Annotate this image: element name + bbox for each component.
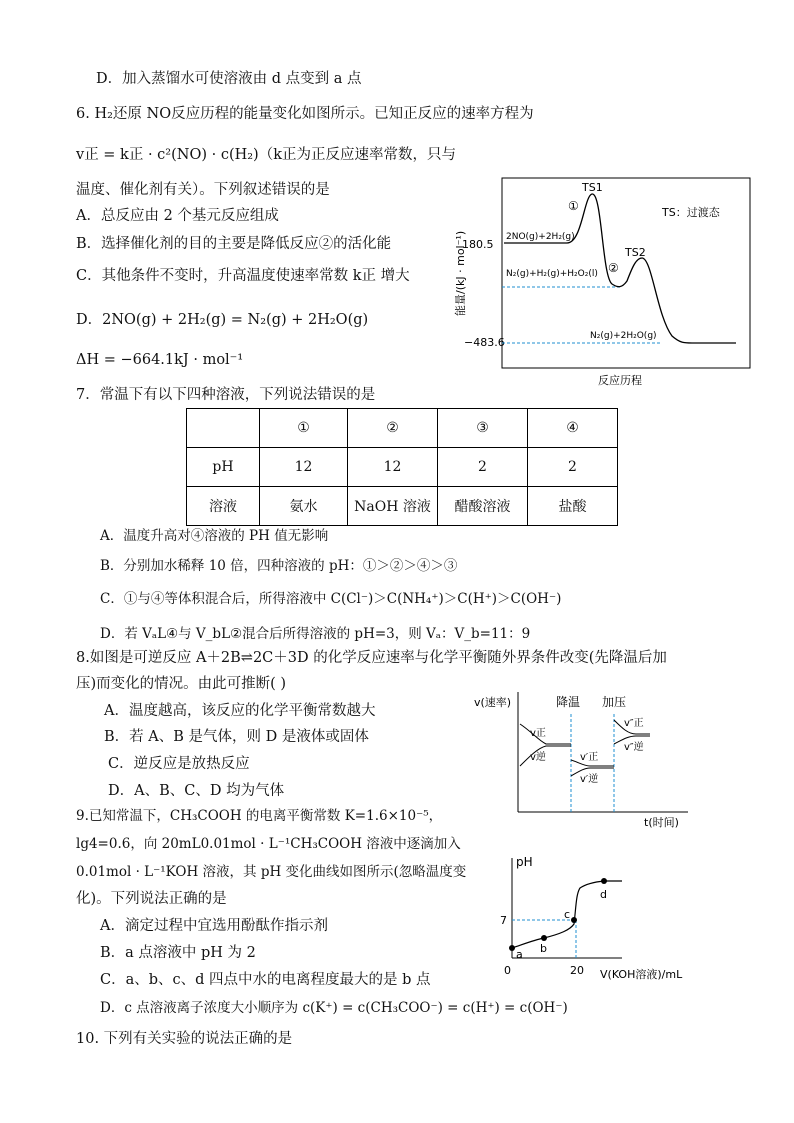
titration-tick-0: 0 bbox=[504, 964, 511, 977]
titration-label-c: c bbox=[564, 908, 571, 921]
q9-option-c: C．a、b、c、d 四点中水的电离程度最大的是 b 点 bbox=[100, 972, 431, 988]
rate-fwd-label: v正 bbox=[530, 728, 546, 739]
q7-table-header-row bbox=[187, 409, 618, 448]
q8-option-b: B．若 A、B 是气体，则 D 是液体或固体 bbox=[104, 729, 369, 745]
q7-solution-table bbox=[186, 408, 618, 526]
q6-option-d: D．2NO(g) + 2H₂(g) = N₂(g) + 2H₂O(g) bbox=[76, 312, 369, 328]
q9-stem: 9.已知常温下，CH₃COOH 的电离平衡常数 K=1.6×10⁻⁵， bbox=[76, 808, 443, 824]
rate-pressure-label: 加压 bbox=[602, 695, 627, 709]
titration-label-b: b bbox=[540, 942, 547, 955]
q8-option-c: C．逆反应是放热反应 bbox=[108, 756, 250, 772]
rate-rev3-label: v″逆 bbox=[624, 742, 644, 753]
q9-stem-cont1: lg4=0.6，向 20mL0.01mol · L⁻¹CH₃COOH 溶液中逐滴加入 bbox=[76, 836, 461, 852]
titration-tick-7: 7 bbox=[500, 914, 507, 927]
q7-table-cell: 12 bbox=[260, 448, 348, 487]
titration-y-label: pH bbox=[516, 855, 533, 869]
rate-cooling-label: 降温 bbox=[556, 695, 581, 709]
q7-header-cell: ③ bbox=[438, 409, 528, 448]
q7-header-cell: ④ bbox=[528, 409, 618, 448]
titration-point-d bbox=[601, 878, 607, 884]
rate-time-diagram bbox=[474, 684, 700, 830]
q6-option-d-enthalpy: ΔH = −664.1kJ · mol⁻¹ bbox=[76, 352, 244, 368]
energy-tick-top: 180.5 bbox=[462, 238, 494, 251]
q7-table-cell: 氨水 bbox=[260, 487, 348, 526]
titration-x-label: V(KOH溶液)/mL bbox=[600, 968, 683, 980]
q7-table-solution-row bbox=[187, 487, 618, 526]
energy-ts1-label: TS1 bbox=[582, 181, 603, 194]
q7-table-cell: 盐酸 bbox=[528, 487, 618, 526]
q7-table-cell: 12 bbox=[348, 448, 438, 487]
titration-point-b bbox=[541, 935, 547, 941]
energy-diagram bbox=[452, 176, 752, 394]
energy-step2-label: ② bbox=[608, 261, 619, 275]
energy-ts2-label: TS2 bbox=[625, 246, 646, 259]
energy-tick-bottom: −483.6 bbox=[464, 336, 505, 349]
q8-stem: 8.如图是可逆反应 A＋2B⇌2C＋3D 的化学反应速率与化学平衡随外界条件改变(先降温后加 bbox=[76, 650, 667, 666]
titration-point-c bbox=[571, 917, 577, 923]
q7-table-cell: 溶液 bbox=[187, 487, 260, 526]
q10-stem: 10. 下列有关实验的说法正确的是 bbox=[76, 1031, 293, 1047]
titration-label-a: a bbox=[516, 948, 523, 961]
q8-option-a: A．温度越高，该反应的化学平衡常数越大 bbox=[104, 703, 376, 719]
titration-tick-20: 20 bbox=[570, 964, 584, 977]
q9-stem-cont2: 0.01mol · L⁻¹KOH 溶液，其 pH 变化曲线如图所示(忽略温度变 bbox=[76, 864, 467, 880]
q6-rate-equation: v正 = k正 · c²(NO) · c(H₂)（k正为正反应速率常数，只与 bbox=[76, 147, 457, 163]
q7-option-b: B．分别加水稀释 10 倍，四种溶液的 pH：①＞②＞④＞③ bbox=[100, 558, 458, 574]
energy-state-intermediate: N₂(g)+H₂(g)+H₂O₂(l) bbox=[506, 269, 598, 279]
q7-table-cell: 2 bbox=[438, 448, 528, 487]
q9-option-b: B．a 点溶液中 pH 为 2 bbox=[100, 945, 256, 961]
q7-header-cell: ① bbox=[260, 409, 348, 448]
q6-option-c: C．其他条件不变时，升高温度使速率常数 k正 增大 bbox=[76, 268, 410, 284]
q6-option-a: A．总反应由 2 个基元反应组成 bbox=[76, 208, 279, 224]
q7-table-ph-row bbox=[187, 448, 618, 487]
q6-option-b: B．选择催化剂的目的主要是降低反应②的活化能 bbox=[76, 236, 392, 252]
q6-stem-cont: 温度、催化剂有关）。下列叙述错误的是 bbox=[76, 182, 330, 198]
q6-stem: 6. H₂还原 NO反应历程的能量变化如图所示。已知正反应的速率方程为 bbox=[76, 106, 534, 122]
q9-option-d: D．c 点溶液离子浓度大小顺序为 c(K⁺) = c(CH₃COO⁻) = c(H⁺) = c(OH⁻) bbox=[100, 1000, 568, 1016]
q8-option-d: D．A、B、C、D 均为气体 bbox=[108, 783, 285, 799]
q7-table-cell: 2 bbox=[528, 448, 618, 487]
q7-table-cell: NaOH 溶液 bbox=[348, 487, 438, 526]
q7-header-cell: ② bbox=[348, 409, 438, 448]
energy-step1-label: ① bbox=[568, 199, 579, 213]
energy-legend: TS：过渡态 bbox=[662, 206, 720, 219]
rate-y-label: v(速率) bbox=[474, 696, 512, 709]
q5-option-d: D．加入蒸馏水可使溶液由 d 点变到 a 点 bbox=[96, 71, 362, 87]
rate-fwd3-label: v″正 bbox=[624, 718, 644, 729]
q7-table-cell: pH bbox=[187, 448, 260, 487]
q9-stem-cont3: 化)。下列说法正确的是 bbox=[76, 891, 227, 907]
q8-stem-cont: 压)而变化的情况。由此可推断( ) bbox=[76, 676, 287, 692]
titration-label-d: d bbox=[600, 888, 607, 901]
q9-option-a: A．滴定过程中宜选用酚酞作指示剂 bbox=[100, 918, 328, 934]
rate-fwd2-label: v′正 bbox=[580, 752, 599, 763]
q7-stem: 7．常温下有以下四种溶液，下列说法错误的是 bbox=[76, 387, 376, 403]
rate-rev-label: v逆 bbox=[530, 752, 546, 763]
energy-state-products: N₂(g)+2H₂O(g) bbox=[590, 331, 657, 341]
rate-x-label: t(时间) bbox=[644, 816, 679, 829]
titration-point-a bbox=[509, 945, 515, 951]
energy-axis-label: 能量/(kJ · mol⁻¹) bbox=[454, 230, 467, 316]
q7-option-c: C．①与④等体积混合后，所得溶液中 C(Cl⁻)＞C(NH₄⁺)＞C(H⁺)＞C(OH⁻) bbox=[100, 591, 562, 607]
q7-header-cell bbox=[187, 409, 260, 448]
titration-curve bbox=[494, 848, 694, 980]
energy-state-reactants: 2NO(g)+2H₂(g) bbox=[506, 232, 575, 242]
energy-x-label: 反应历程 bbox=[598, 374, 642, 387]
q7-table-cell: 醋酸溶液 bbox=[438, 487, 528, 526]
rate-rev2-label: v′逆 bbox=[580, 774, 599, 785]
q7-option-d: D．若 VₐL④与 V_bL②混合后所得溶液的 pH=3，则 Vₐ：V_b=11：9 bbox=[100, 626, 531, 642]
q7-option-a: A．温度升高对④溶液的 PH 值无影响 bbox=[100, 528, 329, 544]
